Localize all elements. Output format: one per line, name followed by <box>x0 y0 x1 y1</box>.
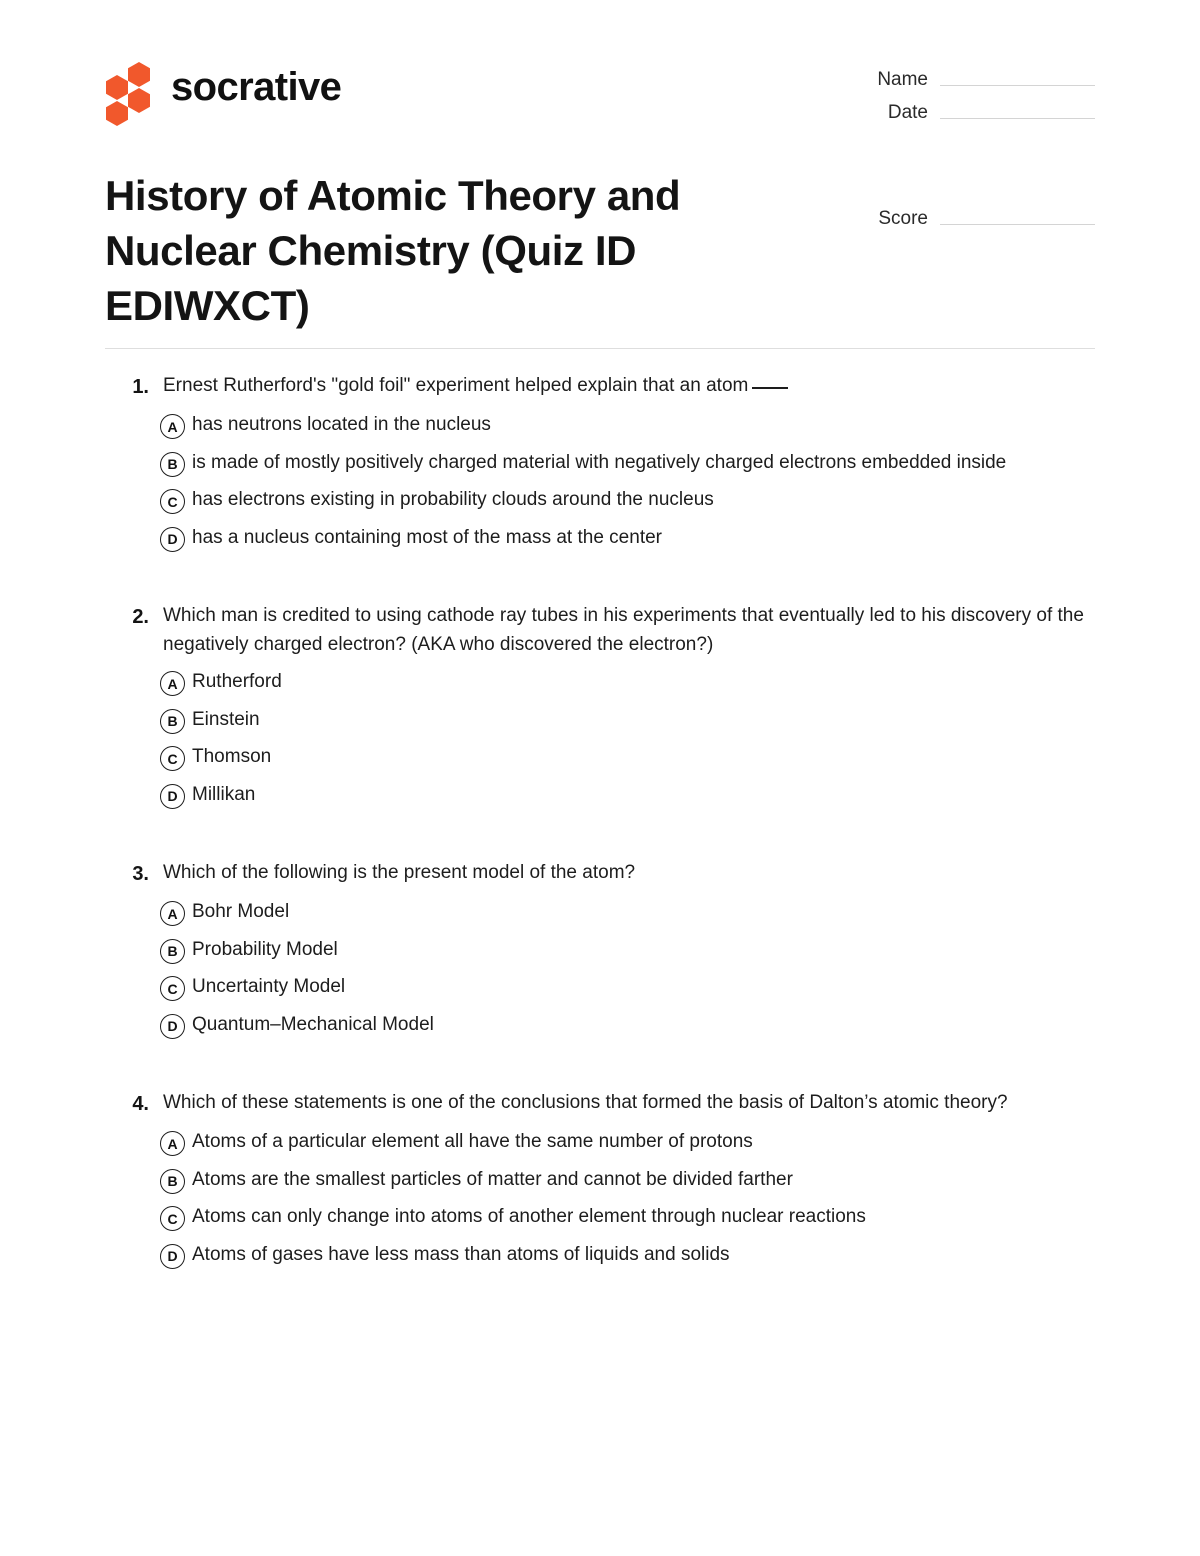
hexagon-icon <box>128 88 150 113</box>
name-field-line[interactable] <box>940 85 1095 86</box>
option-text: Bohr Model <box>192 901 290 922</box>
option-list <box>105 898 1095 1039</box>
option-item[interactable] <box>105 486 1095 515</box>
option-letter-bubble[interactable]: C <box>160 976 185 1001</box>
option-letter-bubble[interactable]: B <box>160 452 185 477</box>
date-field-label: Date <box>887 102 928 123</box>
score-field-line[interactable] <box>940 224 1095 225</box>
option-text: Quantum–Mechanical Model <box>192 1013 434 1035</box>
option-text: Millikan <box>192 783 256 805</box>
header-divider <box>105 348 1095 349</box>
option-text: Uncertainty Model <box>192 976 346 997</box>
option-item[interactable] <box>105 1128 1095 1157</box>
option-bubble-wrap <box>105 449 178 477</box>
option-letter-bubble[interactable]: A <box>160 414 185 439</box>
option-letter-bubble[interactable]: D <box>160 1014 185 1039</box>
question-number: 2. <box>132 606 149 628</box>
question-number: 1. <box>132 376 149 398</box>
option-item[interactable] <box>105 936 1095 965</box>
option-bubble-wrap <box>105 1241 178 1269</box>
option-letter-bubble[interactable]: D <box>160 784 185 809</box>
option-item[interactable] <box>105 524 1095 553</box>
page-title: History of Atomic Theory and Nuclear Chemistry (Quiz ID EDIWXCT) <box>105 172 681 330</box>
name-field-row <box>855 70 1095 89</box>
option-text: Rutherford <box>192 671 282 692</box>
question-text <box>163 372 1095 401</box>
question-text: Which of these statements is one of the conclusions that formed the basis of Dalton’s atomic theory? <box>163 1092 1008 1113</box>
option-item[interactable] <box>105 1203 1095 1232</box>
option-text: Atoms of gases have less mass than atoms of liquids and solids <box>192 1243 730 1265</box>
option-item[interactable] <box>105 1241 1095 1270</box>
date-field-row <box>855 103 1095 122</box>
socrative-hexagon-logo-icon <box>105 62 157 114</box>
question-header <box>105 859 1095 889</box>
option-letter-bubble[interactable]: A <box>160 901 185 926</box>
question-item <box>105 602 1095 809</box>
option-bubble-wrap <box>105 1203 178 1231</box>
option-text: has electrons existing in probability clouds around the nucleus <box>192 489 714 510</box>
hexagon-icon <box>106 75 128 100</box>
score-field-label: Score <box>878 208 928 229</box>
option-bubble-wrap <box>105 1011 178 1039</box>
question-item <box>105 372 1095 552</box>
option-bubble-wrap <box>105 781 178 809</box>
option-bubble-wrap <box>105 936 178 964</box>
brand-wordmark: socrative <box>171 64 342 109</box>
option-bubble-wrap <box>105 1128 178 1156</box>
option-letter-bubble[interactable]: D <box>160 527 185 552</box>
question-header <box>105 602 1095 659</box>
option-bubble-wrap <box>105 486 178 514</box>
option-bubble-wrap <box>105 1166 178 1194</box>
option-bubble-wrap <box>105 706 178 734</box>
question-item <box>105 859 1095 1039</box>
option-letter-bubble[interactable]: D <box>160 1244 185 1269</box>
option-bubble-wrap <box>105 411 178 439</box>
option-letter-bubble[interactable]: C <box>160 746 185 771</box>
option-text: Probability Model <box>192 938 338 960</box>
option-letter-bubble[interactable]: B <box>160 1169 185 1194</box>
answer-blank <box>752 377 788 389</box>
option-text: has a nucleus containing most of the mass at the center <box>192 526 662 548</box>
name-field-label: Name <box>877 69 928 90</box>
hexagon-icon <box>128 62 150 87</box>
score-field-row <box>855 209 1095 228</box>
option-letter-bubble[interactable]: A <box>160 671 185 696</box>
option-list <box>105 668 1095 809</box>
option-list <box>105 1128 1095 1269</box>
option-letter-bubble[interactable]: B <box>160 939 185 964</box>
question-header <box>105 372 1095 402</box>
question-number: 4. <box>132 1093 149 1115</box>
option-list <box>105 411 1095 552</box>
option-bubble-wrap <box>105 743 178 771</box>
option-bubble-wrap <box>105 524 178 552</box>
option-bubble-wrap <box>105 668 178 696</box>
option-item[interactable] <box>105 1011 1095 1040</box>
option-text: Einstein <box>192 708 260 730</box>
option-item[interactable] <box>105 743 1095 772</box>
option-letter-bubble[interactable]: B <box>160 709 185 734</box>
option-item[interactable] <box>105 898 1095 927</box>
option-item[interactable] <box>105 973 1095 1002</box>
option-text: Atoms can only change into atoms of another element through nuclear reactions <box>192 1206 866 1227</box>
option-bubble-wrap <box>105 898 178 926</box>
option-letter-bubble[interactable]: C <box>160 489 185 514</box>
student-info-fields <box>855 70 1095 242</box>
date-field-line[interactable] <box>940 118 1095 119</box>
option-item[interactable] <box>105 1166 1095 1195</box>
question-header <box>105 1089 1095 1119</box>
page-header <box>105 52 1095 330</box>
question-text: Which man is credited to using cathode ray tubes in his experiments that eventually led to his discovery of the negatively charged electron? (AKA who discovered the electron?) <box>163 605 1084 655</box>
question-text: Which of the following is the present model of the atom? <box>163 862 636 883</box>
question-number: 3. <box>132 863 149 885</box>
option-item[interactable] <box>105 706 1095 735</box>
option-letter-bubble[interactable]: A <box>160 1131 185 1156</box>
question-list <box>105 372 1095 1269</box>
socrative-logo <box>105 62 341 114</box>
option-item[interactable] <box>105 781 1095 810</box>
question-item <box>105 1089 1095 1269</box>
option-text: has neutrons located in the nucleus <box>192 414 491 435</box>
option-text: Thomson <box>192 746 272 767</box>
option-letter-bubble[interactable]: C <box>160 1206 185 1231</box>
option-item[interactable] <box>105 449 1095 478</box>
question-prompt: Ernest Rutherford's "gold foil" experiment helped explain that an atom <box>163 375 749 396</box>
option-text: Atoms of a particular element all have the same number of protons <box>192 1131 753 1152</box>
option-text: Atoms are the smallest particles of matter and cannot be divided farther <box>192 1168 793 1190</box>
option-text: is made of mostly positively charged material with negatively charged electrons embedded inside <box>192 451 1007 473</box>
option-bubble-wrap <box>105 973 178 1001</box>
option-item[interactable] <box>105 411 1095 440</box>
hexagon-icon <box>106 101 128 126</box>
option-item[interactable] <box>105 668 1095 697</box>
